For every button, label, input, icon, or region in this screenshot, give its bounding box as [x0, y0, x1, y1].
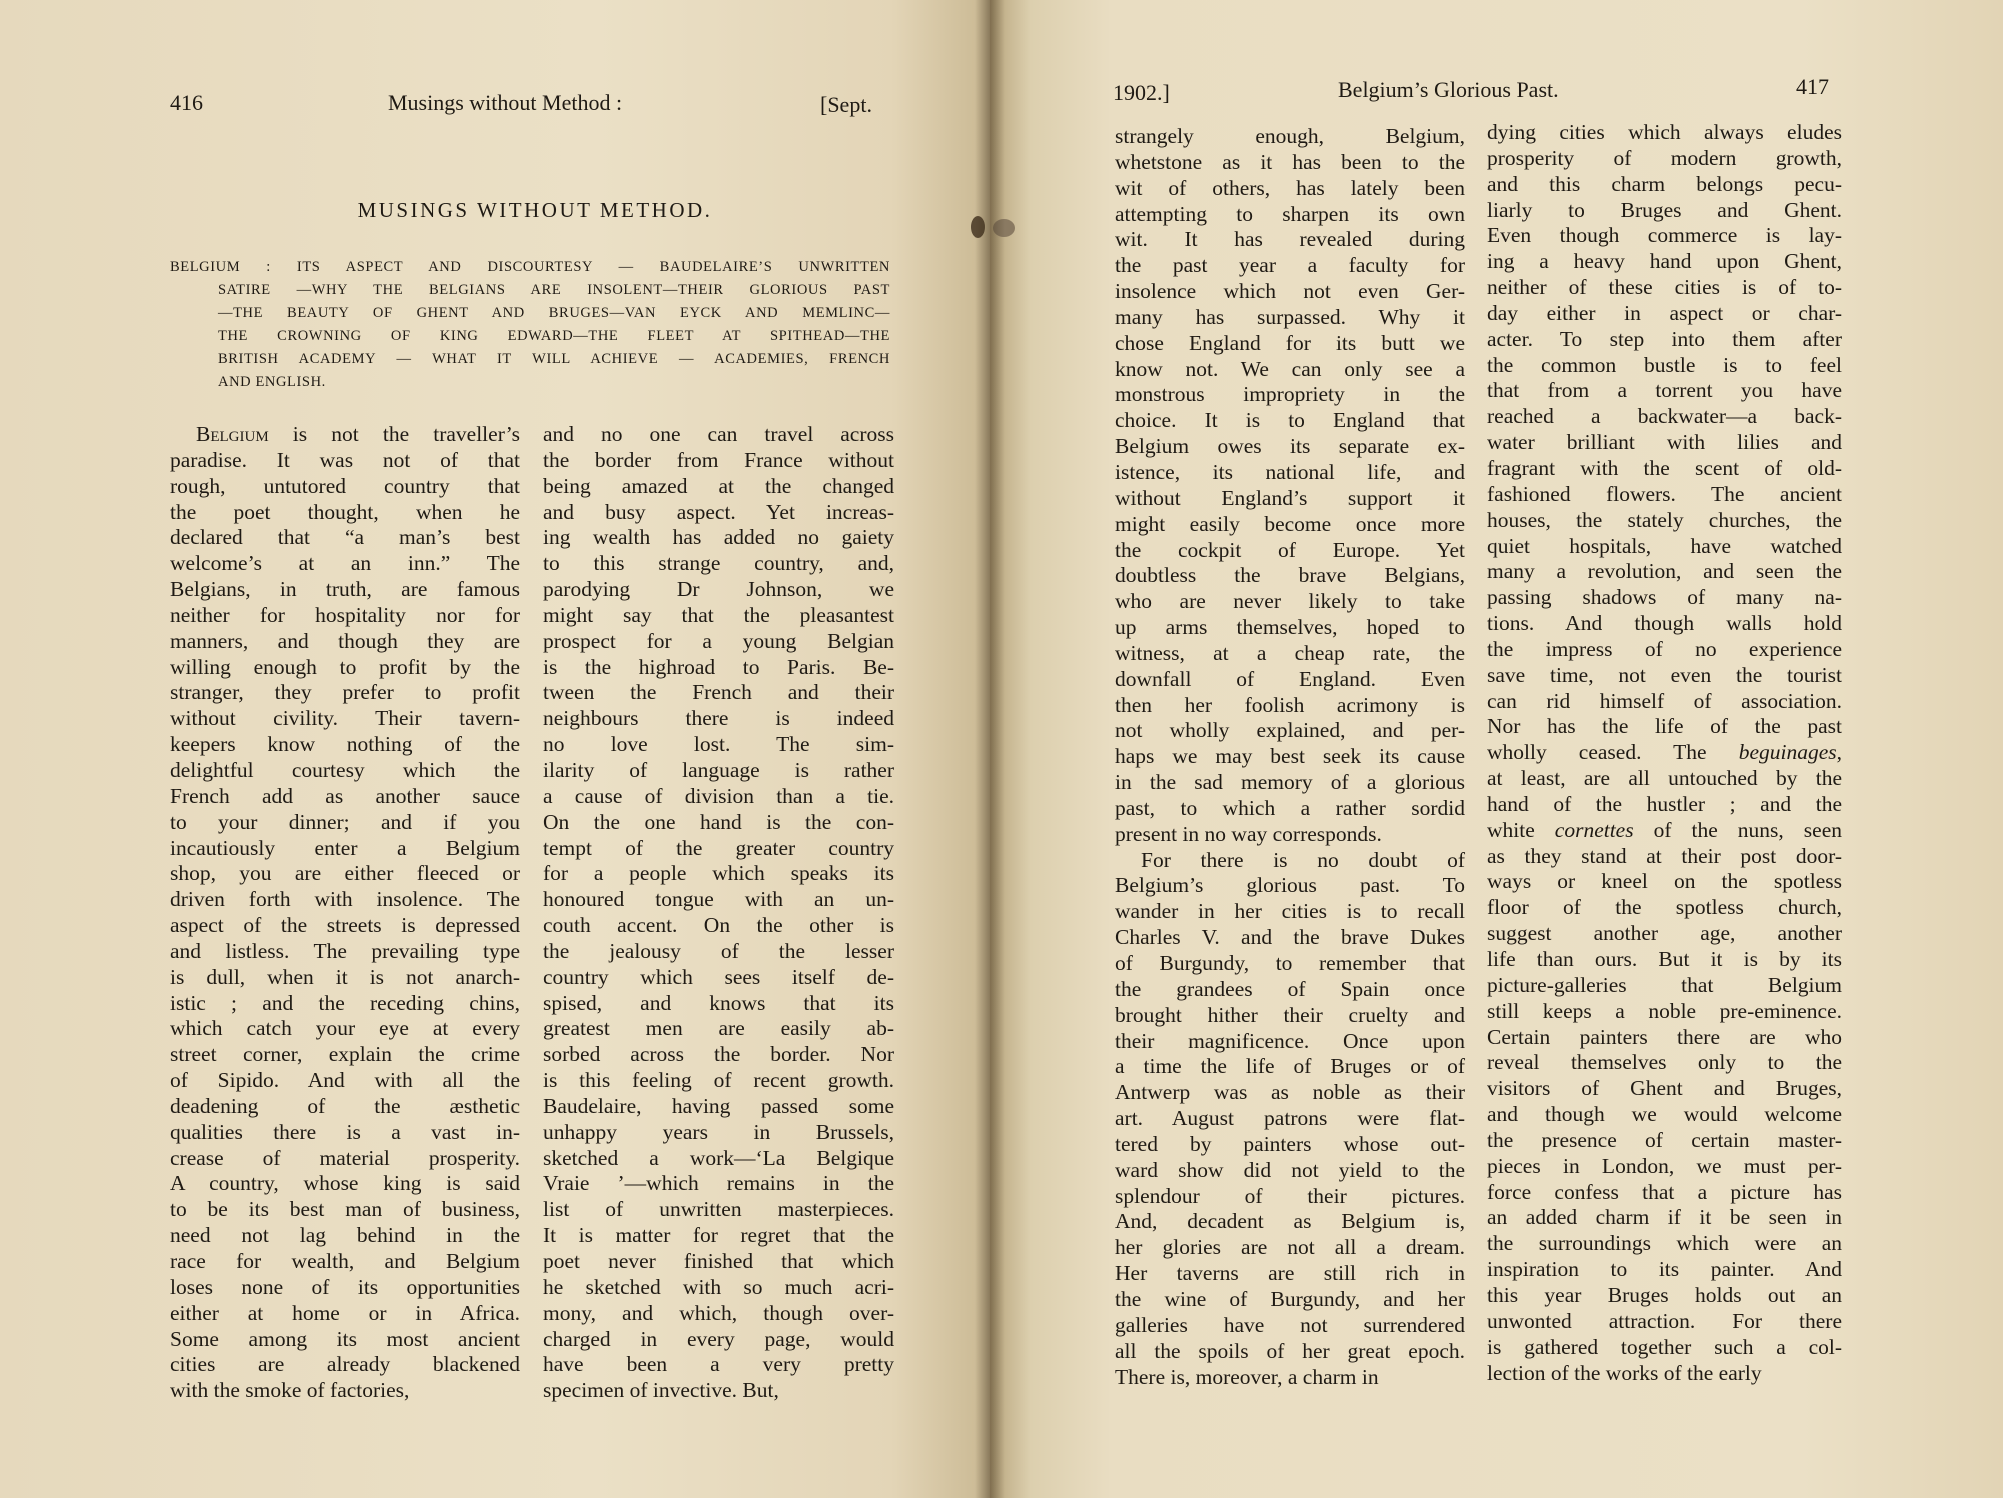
text-line: And, decadent as Belgium is, — [1115, 1209, 1465, 1234]
text-line: attempting to sharpen its own — [1115, 201, 1465, 226]
text-line: insolence which not even Ger- — [1115, 279, 1465, 304]
text-line: the jealousy of the lesser — [543, 938, 894, 963]
text-line: sketched a work—‘La Belgique — [543, 1145, 894, 1170]
text-line: to this strange country, and, — [543, 551, 894, 576]
text-line: the poet thought, when he — [170, 499, 520, 524]
text-line: There is, moreover, a charm in — [1115, 1364, 1379, 1389]
text-line: water brilliant with lilies and — [1487, 430, 1842, 455]
text-line: loses none of its opportunities — [170, 1274, 520, 1299]
running-title-right: Belgium’s Glorious Past. — [1338, 77, 1559, 102]
synopsis-line: BELGIUM : ITS ASPECT AND DISCOURTESY — BAUDELAIRE’S UNWRITTEN — [170, 259, 890, 275]
text-line: brought hither their cruelty and — [1115, 1002, 1465, 1027]
text-line: ing a heavy hand upon Ghent, — [1487, 249, 1842, 274]
text-line: is dull, when it is not anarch- — [170, 964, 520, 989]
text-line: hand of the hustler ; and the — [1487, 791, 1842, 816]
text-line: the cockpit of Europe. Yet — [1115, 537, 1465, 562]
text-line: and this charm belongs pecu- — [1487, 171, 1842, 196]
text-line: might say that the pleasantest — [543, 602, 894, 627]
text-line: reached a backwater—a back- — [1487, 404, 1842, 429]
running-title-left: Musings without Method : — [388, 90, 623, 115]
text-line: fragrant with the scent of old- — [1487, 455, 1842, 480]
text-line: a cause of division than a tie. — [543, 783, 894, 808]
text-line: deadening of the æsthetic — [170, 1093, 520, 1118]
text-line: Antwerp was as noble as their — [1115, 1080, 1465, 1105]
article-title: MUSINGS WITHOUT METHOD. — [357, 198, 713, 222]
text-line: in the sad memory of a glorious — [1115, 770, 1465, 795]
text-line: might easily become once more — [1115, 511, 1465, 536]
text-line: who are never likely to take — [1115, 589, 1465, 614]
text-line: istic ; and the receding chins, — [170, 990, 520, 1015]
text-line: art. August patrons were flat- — [1115, 1106, 1465, 1131]
text-line: splendour of their pictures. — [1115, 1183, 1465, 1208]
text-line: Certain painters there are who — [1487, 1024, 1842, 1049]
text-line: street corner, explain the crime — [170, 1042, 520, 1067]
text-line — [170, 422, 520, 448]
text-line: mony, and which, though over- — [543, 1300, 894, 1325]
text-line: downfall of England. Even — [1115, 666, 1465, 691]
text-line: On the one hand is the con- — [543, 809, 894, 834]
left-page-column-1 — [170, 422, 520, 1404]
text-line: the surroundings which were an — [1487, 1231, 1842, 1256]
text-line: the presence of certain master- — [1487, 1127, 1842, 1152]
text-line: no love lost. The sim- — [543, 732, 894, 757]
text-line: neither of these cities is of to- — [1487, 275, 1842, 300]
text-line: know not. We can only see a — [1115, 356, 1465, 381]
text-line: and busy aspect. Yet increas- — [543, 499, 894, 524]
text-line: galleries have not surrendered — [1115, 1312, 1465, 1337]
text-line: need not lag behind in the — [170, 1223, 520, 1248]
text-line: aspect of the streets is depressed — [170, 913, 520, 938]
text-line: tered by painters whose out- — [1115, 1131, 1465, 1156]
text-line: with the smoke of factories, — [170, 1378, 410, 1403]
text-line: rough, untutored country that — [170, 473, 520, 498]
right-page-column-1 — [1115, 124, 1465, 1390]
text-line: stranger, they prefer to profit — [170, 680, 520, 705]
text-line: Baudelaire, having passed some — [543, 1093, 894, 1118]
text-line: ilarity of language is rather — [543, 757, 894, 782]
text-line: tions. And though walls hold — [1487, 611, 1842, 636]
text-line: many has surpassed. Why it — [1115, 304, 1465, 329]
text-line: Charles V. and the brave Dukes — [1115, 925, 1465, 950]
lead-word: Belgium — [196, 422, 269, 446]
text-line: Some among its most ancient — [170, 1326, 520, 1351]
text-line: life than ours. But it is by its — [1487, 947, 1842, 971]
text-line: is gathered together such a col- — [1487, 1334, 1842, 1359]
text-line: chose England for its butt we — [1115, 330, 1465, 355]
text-line: the grandees of Spain once — [1115, 976, 1465, 1001]
text-line: unwonted attraction. For there — [1487, 1308, 1842, 1333]
text-line: Even though commerce is lay- — [1487, 223, 1842, 248]
text-line: picture-galleries that Belgium — [1487, 972, 1842, 997]
text-line: cities are already blackened — [170, 1352, 520, 1377]
text-line: neighbours there is indeed — [543, 706, 894, 731]
text-line: present in no way corresponds. — [1115, 821, 1382, 846]
text-line: without England’s support it — [1115, 485, 1465, 510]
text-line: A country, whose king is said — [170, 1171, 520, 1196]
text-line: past, to which a rather sordid — [1115, 795, 1465, 820]
text-line: tempt of the greater country — [543, 835, 894, 860]
text-line: her glories are not all a dream. — [1115, 1235, 1465, 1260]
text-line: incautiously enter a Belgium — [170, 835, 520, 860]
text-line: not wholly explained, and per- — [1115, 718, 1465, 743]
text-line: still keeps a noble pre-eminence. — [1487, 998, 1842, 1023]
text-line: witness, at a cheap rate, the — [1115, 640, 1465, 665]
text-line: delightful courtesy which the — [170, 757, 520, 782]
text-line: floor of the spotless church, — [1487, 895, 1842, 920]
date-mark-left: [Sept. — [820, 92, 872, 117]
text-line: keepers know nothing of the — [170, 732, 520, 757]
text-line: the wine of Burgundy, and her — [1115, 1286, 1465, 1311]
text-line: houses, the stately churches, the — [1487, 507, 1842, 532]
right-page — [990, 0, 2003, 1498]
text-line: qualities there is a vast in- — [170, 1119, 520, 1144]
text-line: the common bustle is to feel — [1487, 352, 1842, 377]
text-line: have been a very pretty — [543, 1352, 894, 1377]
text-line: wholly ceased. The beguinages, — [1487, 740, 1842, 765]
text-line: ward show did not yield to the — [1115, 1157, 1465, 1182]
synopsis-line: AND ENGLISH. — [218, 374, 326, 390]
text-line: wander in her cities is to recall — [1115, 899, 1465, 924]
text-line: whetstone as it has been to the — [1115, 149, 1465, 174]
text-line: an added charm if it be seen in — [1487, 1205, 1842, 1230]
text-line: spised, and knows that its — [543, 990, 894, 1015]
text-line: honoured tongue with an un- — [543, 887, 894, 912]
text-line: to your dinner; and if you — [170, 809, 520, 834]
text-line: this year Bruges holds out an — [1487, 1282, 1842, 1307]
text-line: the impress of no experience — [1487, 636, 1842, 661]
text-line: manners, and though they are — [170, 628, 520, 653]
text-line: It is matter for regret that the — [543, 1223, 894, 1248]
text-line: pieces in London, we must per- — [1487, 1153, 1842, 1178]
text-line: of Sipido. And with all the — [170, 1068, 520, 1093]
text-line: quiet hospitals, have watched — [1487, 533, 1842, 558]
text-line: wit. It has revealed during — [1115, 227, 1465, 252]
text-line: Belgium owes its separate ex- — [1115, 434, 1465, 459]
text-line: For there is no doubt of — [1141, 847, 1465, 872]
synopsis — [170, 256, 890, 394]
text-line: save time, not even the tourist — [1487, 662, 1842, 687]
text-line: can rid himself of association. — [1487, 688, 1842, 713]
date-mark-right: 1902.] — [1113, 80, 1170, 105]
text-line: prospect for a young Belgian — [543, 628, 894, 653]
text-line: crease of material prosperity. — [170, 1145, 520, 1170]
text-line: many a revolution, and seen the — [1487, 559, 1842, 584]
text-line: Belgians, in truth, are famous — [170, 577, 520, 602]
text-line: force confess that a picture has — [1487, 1179, 1842, 1204]
text-line: of Burgundy, to remember that — [1115, 951, 1465, 975]
text-line: lection of the works of the early — [1487, 1360, 1762, 1385]
text-line: Her taverns are still rich in — [1115, 1261, 1465, 1286]
text-line: ing wealth has added no gaiety — [543, 525, 894, 550]
text-line: as they stand at their post door- — [1487, 843, 1842, 868]
text-line: passing shadows of many na- — [1487, 585, 1842, 610]
text-line: then her foolish acrimony is — [1115, 692, 1465, 717]
text-line: all the spoils of her great epoch. — [1115, 1338, 1465, 1363]
text-line: visitors of Ghent and Bruges, — [1487, 1076, 1842, 1101]
text-line: a time the life of Bruges or of — [1115, 1054, 1465, 1079]
text-line: the border from France without — [543, 447, 894, 472]
text-line: and though we would welcome — [1487, 1102, 1842, 1127]
text-line: the past year a faculty for — [1115, 253, 1465, 278]
text-line: country which sees itself de- — [543, 964, 894, 989]
text-line: day either in aspect or char- — [1487, 300, 1842, 325]
text-line: and listless. The prevailing type — [170, 938, 520, 963]
page-number-left: 416 — [170, 90, 203, 115]
text-line: liarly to Bruges and Ghent. — [1487, 197, 1842, 222]
text-line: wit of others, has lately been — [1115, 175, 1465, 200]
synopsis-line: THE CROWNING OF KING EDWARD—THE FLEET AT SPITHEAD—THE — [218, 328, 890, 344]
text-line: being amazed at the changed — [543, 473, 894, 498]
text-line: suggest another age, another — [1487, 921, 1842, 946]
text-line: willing enough to profit by the — [170, 654, 520, 679]
synopsis-line: BRITISH ACADEMY — WHAT IT WILL ACHIEVE — ACADEMIES, FRENCH — [218, 351, 890, 367]
right-page-column-2 — [1487, 120, 1842, 1386]
text-line: neither for hospitality nor for — [170, 602, 520, 627]
text-line: at least, are all untouched by the — [1487, 766, 1842, 791]
text-line: haps we may best seek its cause — [1115, 744, 1465, 769]
text-line: inspiration to its painter. And — [1487, 1257, 1842, 1282]
text-line: sorbed across the border. Nor — [543, 1042, 894, 1067]
text-line: without civility. Their tavern- — [170, 706, 520, 731]
text-line: their magnificence. Once upon — [1115, 1028, 1465, 1053]
text-line: white cornettes of the nuns, seen — [1487, 817, 1842, 842]
text-line: that from a torrent you have — [1487, 378, 1842, 403]
text-line: istence, its national life, and — [1115, 459, 1465, 484]
book-gutter — [975, 0, 1005, 1498]
text-line: strangely enough, Belgium, — [1115, 124, 1465, 148]
text-line: is this feeling of recent growth. — [543, 1068, 894, 1093]
text-line: and no one can travel across — [543, 422, 894, 446]
text-line: Vraie ’—which remains in the — [543, 1171, 894, 1196]
text-line: which catch your eye at every — [170, 1016, 520, 1041]
synopsis-line: SATIRE —WHY THE BELGIANS ARE INSOLENT—THEIR GLORIOUS PAST — [218, 282, 890, 298]
text-line: charged in every page, would — [543, 1326, 894, 1351]
text-line: either at home or in Africa. — [170, 1300, 520, 1325]
text-line: Belgium’s glorious past. To — [1115, 873, 1465, 898]
text-line: unhappy years in Brussels, — [543, 1119, 894, 1144]
text-line: paradise. It was not of that — [170, 447, 520, 472]
text-line: prosperity of modern growth, — [1487, 145, 1842, 170]
text-line: he sketched with so much acri- — [543, 1274, 894, 1299]
synopsis-line: —THE BEAUTY OF GHENT AND BRUGES—VAN EYCK AND MEMLINC— — [218, 305, 890, 321]
text-line: parodying Dr Johnson, we — [543, 577, 894, 602]
text-line: dying cities which always eludes — [1487, 120, 1842, 144]
text-line: reveal themselves only to the — [1487, 1050, 1842, 1075]
text-line: poet never finished that which — [543, 1249, 894, 1273]
lead-line-rest: is not the traveller’s — [268, 422, 520, 446]
text-line: Nor has the life of the past — [1487, 714, 1842, 739]
text-line: choice. It is to England that — [1115, 408, 1465, 433]
text-line: for a people which speaks its — [543, 861, 894, 886]
text-line: specimen of invective. But, — [543, 1378, 779, 1403]
text-line: tween the French and their — [543, 680, 894, 705]
text-line: to be its best man of business, — [170, 1197, 520, 1222]
text-line: shop, you are either fleeced or — [170, 861, 520, 886]
page-number-right: 417 — [1796, 74, 1829, 99]
text-line: race for wealth, and Belgium — [170, 1249, 520, 1273]
text-line: driven forth with insolence. The — [170, 887, 520, 912]
text-line: fashioned flowers. The ancient — [1487, 481, 1842, 506]
text-line: couth accent. On the other is — [543, 913, 894, 938]
left-page — [0, 0, 990, 1498]
text-line: acter. To step into them after — [1487, 326, 1842, 351]
text-line: greatest men are easily ab- — [543, 1016, 894, 1041]
text-line: list of unwritten masterpieces. — [543, 1197, 894, 1222]
text-line: monstrous impropriety in the — [1115, 382, 1465, 407]
left-page-column-2 — [543, 422, 894, 1404]
text-line: up arms themselves, hoped to — [1115, 615, 1465, 640]
text-line: welcome’s at an inn.” The — [170, 551, 520, 576]
text-line: declared that “a man’s best — [170, 525, 520, 550]
text-line: French add as another sauce — [170, 783, 520, 808]
text-line: doubtless the brave Belgians, — [1115, 563, 1465, 588]
text-line: ways or kneel on the spotless — [1487, 869, 1842, 894]
text-line: is the highroad to Paris. Be- — [543, 654, 894, 679]
